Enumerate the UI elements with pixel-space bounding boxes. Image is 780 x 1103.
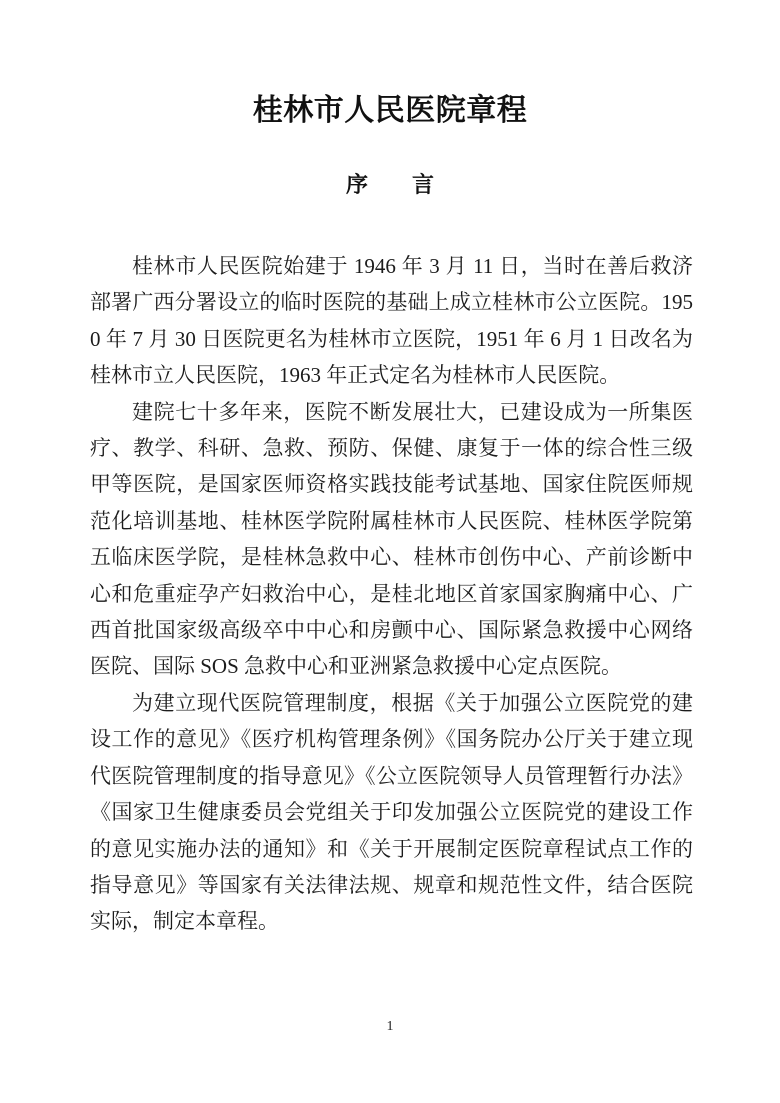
paragraph-legal-basis: 为建立现代医院管理制度，根据《关于加强公立医院党的建设工作的意见》《医疗机构管理条例》《国务院办公厅关于建立现代医院管理制度的指导意见》《公立医院领导人员管理暂行办法》《国家卫生健康委员会党组关于印发加强公立医院党的建设工作的意见实施办法的通知》和《关于开展制定医院章程试点工作的指导意见》等国家有关法律法规、规章和规范性文件，结合医院实际，制定本章程。 bbox=[90, 690, 693, 934]
page-number: 1 bbox=[386, 1019, 394, 1034]
document-body bbox=[90, 248, 693, 940]
paragraph-founding-history: 桂林市人民医院始建于 1946 年 3 月 11 日，当时在善后救济部署广西分署设立的临时医院的基础上成立桂林市公立医院。1950 年 7 月 30 日医院更名为桂林市立医院，1951 年 6 月 1 日改名为桂林市立人民医院，1963 年正式定名为桂林市人民医院。 bbox=[90, 254, 693, 388]
section-heading-preface: 序 言 bbox=[345, 172, 434, 197]
document-title: 桂林市人民医院章程 bbox=[252, 94, 528, 127]
paragraph-development-overview: 建院七十多年来，医院不断发展壮大，已建设成为一所集医疗、教学、科研、急救、预防、保健、康复于一体的综合性三级甲等医院，是国家医师资格实践技能考试基地、国家住院医师规范化培训基地、桂林医学院附属桂林市人民医院、桂林医学院第五临床医学院，是桂林急救中心、桂林市创伤中心、产前诊断中心和危重症孕产妇救治中心，是桂北地区首家国家胸痛中心、广西首批国家级高级卒中中心和房颤中心、国际紧急救援中心网络医院、国际 SOS 急救中心和亚洲紧急救援中心定点医院。 bbox=[90, 399, 693, 679]
